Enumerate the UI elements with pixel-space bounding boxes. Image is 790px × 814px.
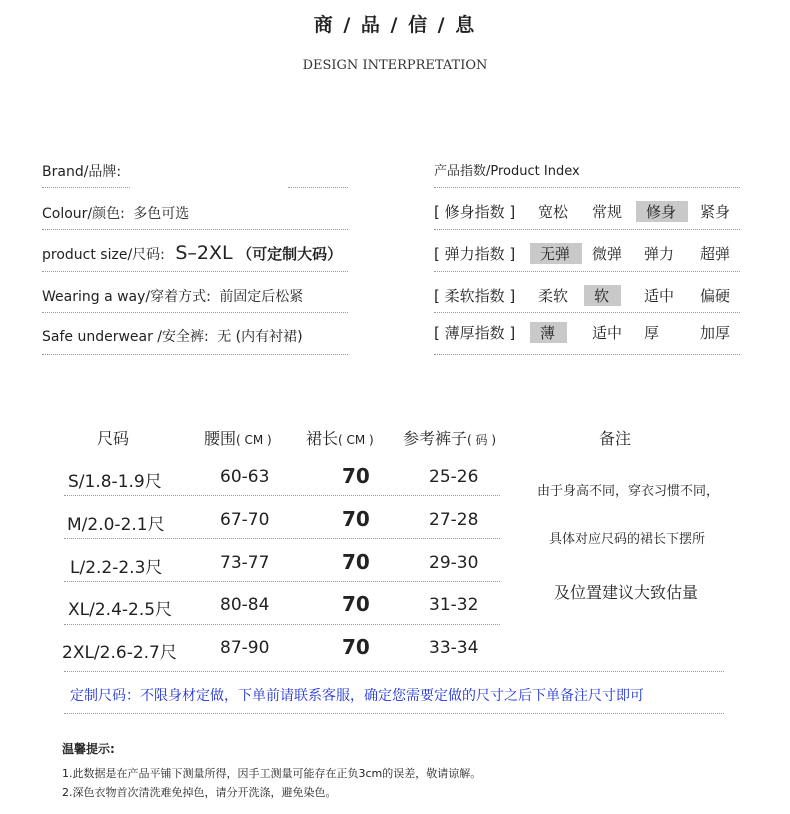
size-value: S–2XL — [175, 242, 233, 264]
cell-length: 70 — [342, 464, 370, 488]
remark-line-3: 及位置建议大致估量 — [554, 583, 699, 602]
wear-value: 前固定后松紧 — [219, 289, 304, 305]
cell-length: 70 — [342, 592, 370, 616]
tips-item: 2.深色衣物首次清洗难免掉色，请分开洗涤，避免染色。 — [62, 786, 337, 799]
divider — [434, 271, 740, 272]
index-label: [ 薄厚指数 ] — [434, 324, 516, 342]
index-option — [644, 285, 674, 306]
index-option-text: 常规 — [592, 203, 623, 221]
col-header-pants-label: 参考裤子 — [403, 429, 468, 448]
divider — [42, 271, 348, 272]
index-option-text: 加厚 — [700, 324, 731, 342]
page-subtitle: DESIGN INTERPRETATION — [302, 58, 488, 73]
divider — [434, 187, 740, 188]
cell-length: 70 — [342, 550, 370, 574]
wear-label: Wearing a way/穿着方式: — [42, 289, 211, 305]
index-option — [592, 322, 622, 343]
table-row-divider — [64, 581, 500, 582]
cell-waist: 60-63 — [220, 467, 270, 487]
custom-size-note: 定制尺码：不限身材定做，下单前请联系客服，确定您需要定做的尺寸之后下单备注尺寸即可 — [70, 688, 644, 704]
index-option — [592, 243, 622, 264]
index-option — [592, 201, 622, 222]
wear-row — [42, 286, 303, 306]
index-option-text: 无弹 — [530, 243, 582, 264]
index-option-text: 微弹 — [592, 245, 623, 263]
cell-waist: 73-77 — [220, 553, 270, 573]
index-option-text: 超弹 — [700, 245, 731, 263]
index-option-text: 软 — [584, 285, 621, 306]
index-option — [644, 322, 659, 343]
cell-size: L/2.2-2.3尺 — [70, 558, 163, 578]
col-header-waist — [204, 426, 272, 449]
divider — [434, 312, 740, 313]
index-option-selected — [584, 285, 621, 306]
brand-row — [42, 161, 121, 181]
index-option — [700, 243, 730, 264]
size-row — [42, 242, 342, 264]
safe-row — [42, 326, 303, 346]
index-option-text: 偏硬 — [700, 287, 731, 305]
table-row-divider — [64, 538, 500, 539]
brand-label: Brand/品牌: — [42, 164, 122, 180]
index-option-text: 弹力 — [644, 245, 675, 263]
remark-line-1: 由于身高不同，穿衣习惯不同， — [537, 484, 720, 499]
cell-size: XL/2.4-2.5尺 — [68, 600, 173, 620]
tips-item: 1.此数据是在产品平铺下测量所得，因手工测量可能存在正负3cm的误差，敬请谅解。 — [62, 767, 482, 780]
index-option-selected — [530, 243, 582, 264]
cell-waist: 67-70 — [220, 510, 270, 530]
divider — [42, 354, 348, 355]
index-option-selected — [636, 201, 688, 222]
divider — [42, 229, 348, 230]
divider — [434, 354, 740, 355]
cell-size: 2XL/2.6-2.7尺 — [62, 643, 177, 663]
index-option-text: 紧身 — [700, 203, 731, 221]
divider — [288, 187, 348, 188]
cell-pants: 31-32 — [429, 595, 479, 615]
index-option — [538, 285, 568, 306]
cell-size: M/2.0-2.1尺 — [67, 515, 165, 535]
cell-size: S/1.8-1.9尺 — [68, 472, 162, 492]
index-option-text: 柔软 — [538, 287, 569, 305]
page-title: 商 / 品 / 信 / 息 — [313, 14, 477, 36]
size-label: product size/尺码: — [42, 247, 165, 263]
index-option-text: 修身 — [636, 201, 688, 222]
divider — [42, 312, 348, 313]
cell-length: 70 — [342, 635, 370, 659]
col-header-pants-unit: ( 码 ) — [467, 433, 497, 447]
col-header-length-label: 裙长 — [306, 429, 339, 448]
index-option-text: 厚 — [644, 324, 660, 342]
cell-length: 70 — [342, 507, 370, 531]
cell-pants: 29-30 — [429, 553, 479, 573]
table-row-divider — [64, 624, 500, 625]
cell-pants: 27-28 — [429, 510, 479, 530]
col-header-waist-unit: ( CM ) — [236, 433, 272, 447]
index-option — [644, 243, 674, 264]
divider — [434, 229, 740, 230]
index-label: [ 修身指数 ] — [434, 203, 516, 221]
safe-label: Safe underwear /安全裤: — [42, 329, 209, 345]
cell-pants: 33-34 — [429, 638, 479, 658]
table-row-divider — [64, 495, 500, 496]
col-header-remark: 备注 — [599, 429, 632, 448]
col-header-size: 尺码 — [97, 429, 130, 448]
index-option-text: 适中 — [592, 324, 623, 342]
index-option-text: 适中 — [644, 287, 675, 305]
divider — [42, 187, 130, 188]
index-option-text: 宽松 — [538, 203, 569, 221]
col-header-waist-label: 腰围 — [204, 429, 237, 448]
col-header-pants — [403, 426, 496, 449]
safe-value: 无 (内有衬裙) — [217, 329, 303, 345]
divider — [64, 671, 724, 672]
colour-value: 多色可选 — [133, 206, 190, 222]
index-label: [ 弹力指数 ] — [434, 245, 516, 263]
index-option — [700, 201, 730, 222]
cell-pants: 25-26 — [429, 467, 479, 487]
index-option — [538, 201, 568, 222]
index-option — [700, 322, 730, 343]
col-header-length-unit: ( CM ) — [338, 433, 374, 447]
product-index-title: 产品指数/Product Index — [434, 164, 580, 179]
colour-row — [42, 203, 189, 223]
index-option-text: 薄 — [530, 322, 567, 343]
col-header-length — [306, 426, 374, 449]
cell-waist: 80-84 — [220, 595, 270, 615]
remark-line-2: 具体对应尺码的裙长下摆所 — [549, 532, 706, 547]
cell-waist: 87-90 — [220, 638, 270, 658]
index-option — [700, 285, 730, 306]
index-label: [ 柔软指数 ] — [434, 287, 516, 305]
index-option-selected — [530, 322, 567, 343]
divider — [64, 713, 724, 714]
tips-title: 温馨提示: — [62, 742, 115, 756]
size-note: （可定制大码） — [237, 245, 343, 263]
colour-label: Colour/颜色: — [42, 206, 125, 222]
